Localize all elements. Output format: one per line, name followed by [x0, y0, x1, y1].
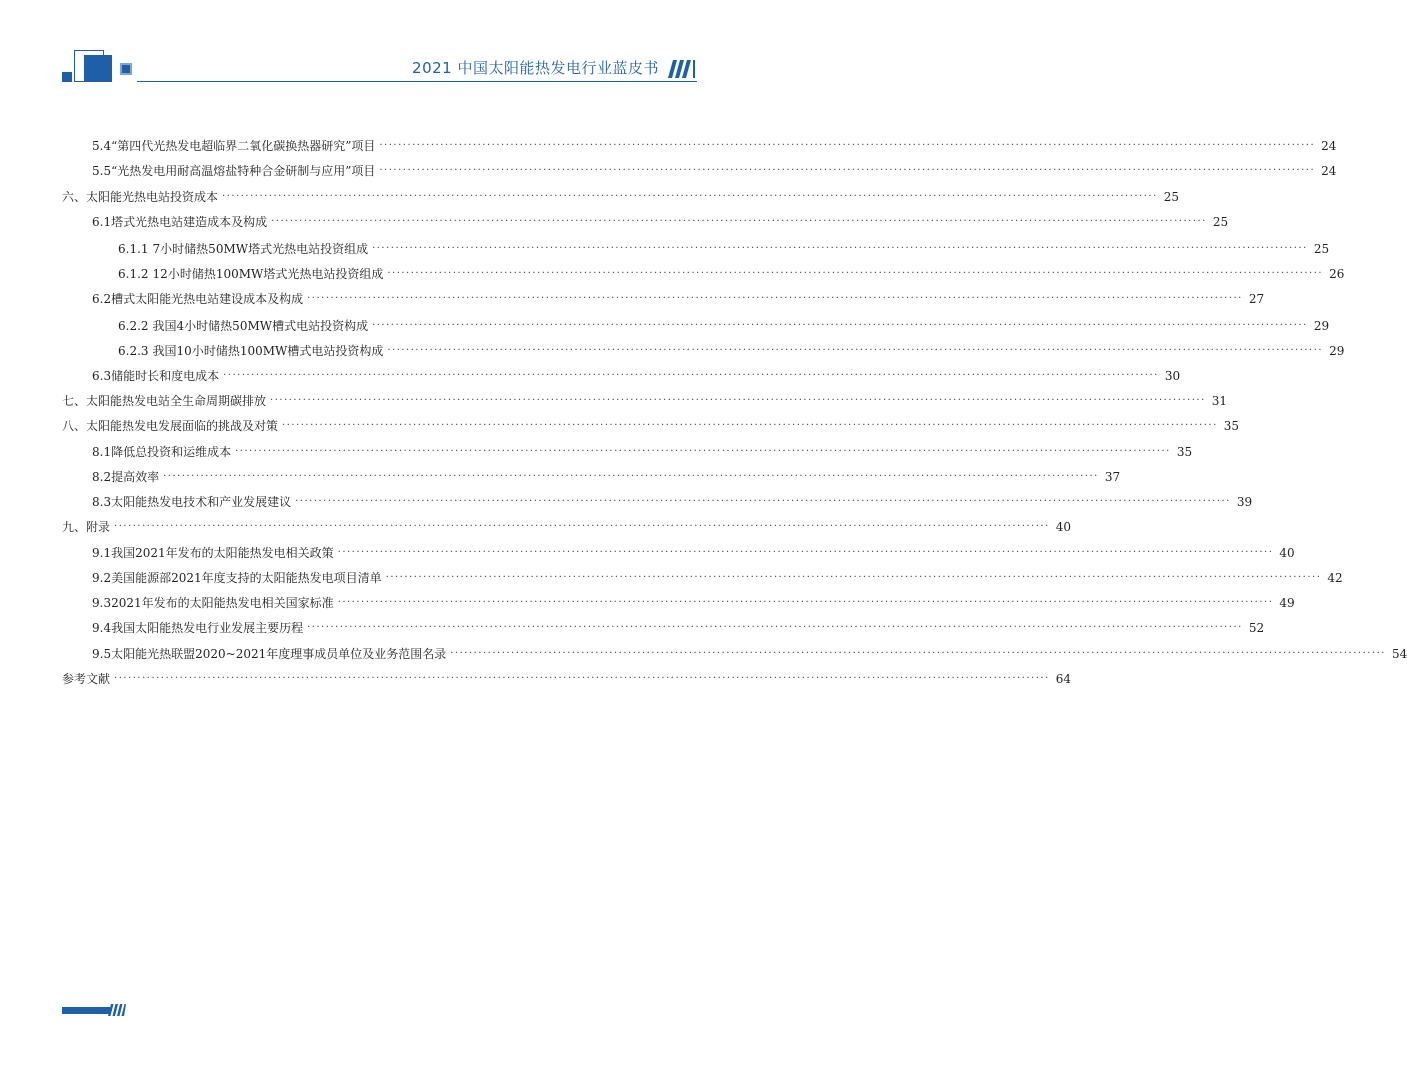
- toc-entry[interactable]: [92, 544, 1295, 562]
- toc-entry-title: 太阳能光热电站投资成本: [86, 190, 219, 204]
- toc-entry-title: 太阳能热发电技术和产业发展建议: [111, 495, 292, 509]
- toc-entry-page: 30: [1164, 369, 1181, 383]
- toc-entry-page: 42: [1327, 571, 1343, 585]
- toc-entry-title: 我国太阳能热发电行业发展主要历程: [111, 621, 304, 635]
- header-divider: [137, 81, 697, 82]
- toc-entry[interactable]: [92, 493, 1253, 511]
- toc-entry[interactable]: [92, 367, 1181, 385]
- toc-entry-title: 提高效率: [111, 470, 160, 484]
- toc-leader-dots: ········································································································································································································: [387, 268, 1324, 279]
- toc-entry[interactable]: [62, 670, 1072, 688]
- toc-entry-page: 40: [1279, 546, 1295, 560]
- toc-entry-title: 太阳能热发电站全生命周期碳排放: [86, 394, 267, 408]
- logo-right-square: [120, 63, 132, 75]
- slash-stripes-icon: [668, 60, 696, 78]
- toc-entry-number: 8.3: [92, 495, 112, 509]
- toc-leader-dots: ········································································································································································································: [163, 471, 1099, 482]
- toc-entry-page: 35: [1176, 445, 1193, 459]
- logo-large-square: [84, 55, 112, 82]
- toc-entry-title: 参考文献: [62, 672, 111, 686]
- toc-entry[interactable]: [92, 213, 1229, 231]
- toc-entry-page: 35: [1223, 419, 1240, 433]
- toc-entry[interactable]: [118, 342, 1345, 360]
- toc-entry-title: 槽式太阳能光热电站建设成本及构成: [111, 292, 304, 306]
- toc-entry-page: 29: [1313, 319, 1330, 333]
- toc-entry-title: 我国10小时储热100MW槽式电站投资构成: [152, 344, 384, 358]
- toc-entry-number: 九、: [62, 520, 87, 534]
- toc-entry-page: 24: [1321, 164, 1337, 178]
- toc-entry-title: 太阳能热发电发展面临的挑战及对策: [86, 419, 279, 433]
- footer-stripes-icon: [108, 1004, 126, 1016]
- toc-entry-page: 37: [1104, 470, 1121, 484]
- toc-entry-title: “第四代光热发电超临界二氧化碳换热器研究”项目: [111, 139, 376, 153]
- toc-entry-title: 储能时长和度电成本: [111, 369, 220, 383]
- toc-leader-dots: ········································································································································································································: [337, 597, 1274, 608]
- toc-entry[interactable]: [92, 569, 1343, 587]
- toc-entry-number: 6.2: [92, 292, 112, 306]
- logo-small-square: [62, 72, 72, 82]
- toc-entry[interactable]: [92, 645, 1407, 663]
- toc-entry-title: 我国2021年发布的太阳能热发电相关政策: [111, 546, 334, 560]
- toc-entry-page: 26: [1329, 267, 1345, 281]
- toc-leader-dots: ········································································································································································································: [372, 243, 1308, 254]
- toc-entry-title: 塔式光热电站建造成本及构成: [111, 215, 268, 229]
- toc-leader-dots: ········································································································································································································: [295, 496, 1231, 507]
- toc-entry-page: 25: [1313, 242, 1330, 256]
- toc-entry-page: 27: [1248, 292, 1265, 306]
- toc-entry-title: 降低总投资和运维成本: [111, 445, 232, 459]
- toc-entry-number: 9.3: [92, 596, 112, 610]
- toc-leader-dots: ········································································································································································································: [450, 648, 1386, 659]
- toc-entry-page: 64: [1055, 672, 1072, 686]
- toc-entry-number: 9.2: [92, 571, 112, 585]
- toc-leader-dots: ········································································································································································································: [385, 572, 1322, 583]
- toc-entry-page: 49: [1279, 596, 1295, 610]
- logo: [60, 44, 136, 82]
- toc-entry[interactable]: [62, 518, 1072, 536]
- toc-entry-number: 9.1: [92, 546, 112, 560]
- toc-entry-number: 8.1: [92, 445, 112, 459]
- toc-entry-number: 6.1.1: [118, 242, 149, 256]
- toc-entry-page: 24: [1321, 139, 1337, 153]
- toc-entry-title: 我国4小时储热50MW槽式电站投资构成: [152, 319, 369, 333]
- toc-entry-number: 9.4: [92, 621, 112, 635]
- toc-entry[interactable]: [118, 317, 1330, 335]
- toc-entry[interactable]: [62, 392, 1228, 410]
- toc-entry-number: 6.1.2: [118, 267, 149, 281]
- toc-entry[interactable]: [62, 417, 1240, 435]
- toc-leader-dots: ········································································································································································································: [235, 446, 1171, 457]
- toc-entry[interactable]: [92, 443, 1193, 461]
- toc-entry-number: 6.1: [92, 215, 112, 229]
- toc-leader-dots: ········································································································································································································: [223, 370, 1159, 381]
- toc-leader-dots: ········································································································································································································: [222, 191, 1158, 202]
- toc-entry[interactable]: [92, 594, 1295, 612]
- header-title: 2021 中国太阳能热发电行业蓝皮书: [412, 59, 659, 77]
- toc-entry-number: 七、: [62, 394, 87, 408]
- toc-leader-dots: ········································································································································································································: [114, 673, 1050, 684]
- toc-entry-page: 39: [1236, 495, 1253, 509]
- toc-entry-title: 太阳能光热联盟2020~2021年度理事成员单位及业务范围名录: [111, 647, 447, 661]
- toc-entry[interactable]: [118, 265, 1345, 283]
- toc-leader-dots: ········································································································································································································: [379, 165, 1316, 176]
- toc-leader-dots: ········································································································································································································: [372, 320, 1308, 331]
- toc-entry-page: 25: [1212, 215, 1229, 229]
- toc-entry-title: “光热发电用耐高温熔盐特种合金研制与应用”项目: [111, 164, 376, 178]
- toc-entry-number: 8.2: [92, 470, 112, 484]
- toc-entry[interactable]: [92, 468, 1121, 486]
- toc-entry-page: 54: [1391, 647, 1407, 661]
- toc-entry-number: 八、: [62, 419, 87, 433]
- toc-entry-number: 9.5: [92, 647, 112, 661]
- toc-entry[interactable]: [92, 619, 1265, 637]
- toc-leader-dots: ········································································································································································································: [337, 547, 1274, 558]
- toc-entry-title: 12小时储热100MW塔式光热电站投资组成: [152, 267, 384, 281]
- toc-entry-page: 52: [1248, 621, 1265, 635]
- toc-entry-number: 6.3: [92, 369, 112, 383]
- toc-entry[interactable]: [92, 162, 1337, 180]
- toc-entry[interactable]: [92, 290, 1265, 308]
- toc-leader-dots: ········································································································································································································: [282, 420, 1218, 431]
- toc-leader-dots: ········································································································································································································: [379, 140, 1316, 151]
- toc-entry-number: 六、: [62, 190, 87, 204]
- toc-entry-page: 25: [1163, 190, 1180, 204]
- footer-bar: [62, 1007, 110, 1014]
- toc-entry-page: 31: [1211, 394, 1228, 408]
- toc-entry-page: 40: [1055, 520, 1072, 534]
- toc-leader-dots: ········································································································································································································: [307, 622, 1243, 633]
- toc-leader-dots: ········································································································································································································: [270, 395, 1206, 406]
- toc-entry-title: 美国能源部2021年度支持的太阳能热发电项目清单: [111, 571, 382, 585]
- toc-entry-page: 29: [1329, 344, 1345, 358]
- toc-entry[interactable]: [62, 188, 1180, 206]
- toc-leader-dots: ········································································································································································································: [114, 521, 1050, 532]
- toc-entry-title: 附录: [86, 520, 111, 534]
- toc-leader-dots: ········································································································································································································: [271, 216, 1207, 227]
- toc-leader-dots: ········································································································································································································: [387, 345, 1324, 356]
- toc-entry-number: 6.2.2: [118, 319, 149, 333]
- toc-leader-dots: ········································································································································································································: [307, 293, 1243, 304]
- toc-entry[interactable]: [92, 137, 1337, 155]
- toc-entry-title: 7小时储热50MW塔式光热电站投资组成: [152, 242, 369, 256]
- toc-entry-number: 6.2.3: [118, 344, 149, 358]
- toc-entry-title: 2021年发布的太阳能热发电相关国家标准: [111, 596, 334, 610]
- toc-entry[interactable]: [118, 240, 1330, 258]
- toc-entry-number: 5.5: [92, 164, 112, 178]
- toc-entry-number: 5.4: [92, 139, 112, 153]
